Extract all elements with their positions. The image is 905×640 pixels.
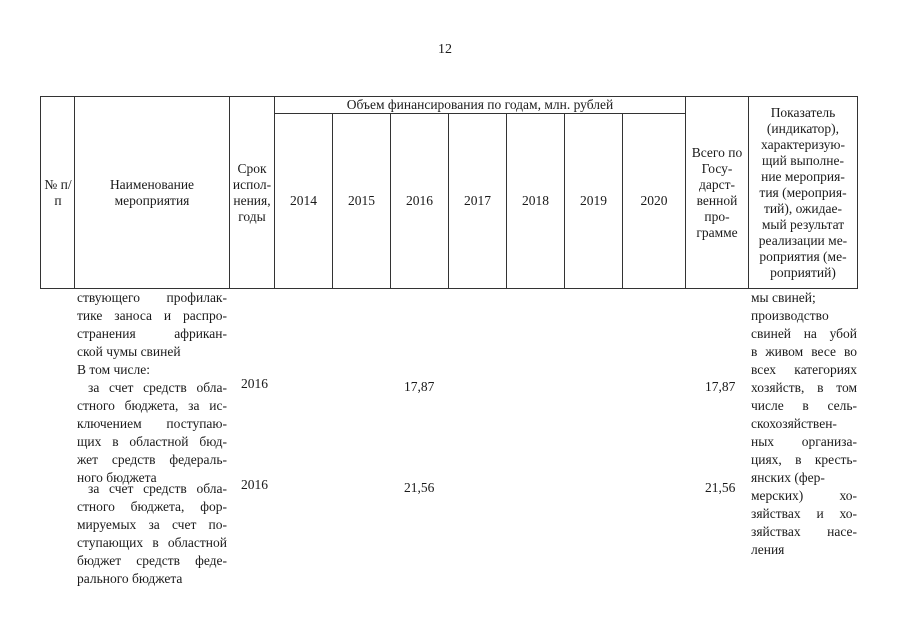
rule xyxy=(857,96,858,288)
row2-value-2016: 21,56 xyxy=(404,480,435,495)
rule xyxy=(40,96,41,288)
indicator-line: янских (фер- xyxy=(751,470,825,485)
in-total-label: В том числе: xyxy=(77,362,150,377)
row1-value-2016: 17,87 xyxy=(404,379,435,394)
indicator-line: мы свиней; xyxy=(751,290,816,305)
row1-name-line: щих в областной бюд- xyxy=(77,434,227,449)
row2-name-line: мируемых за счет по- xyxy=(77,517,227,532)
indicator-line: числе в сель- xyxy=(751,398,857,413)
row1-term: 2016 xyxy=(241,376,268,391)
rule xyxy=(748,96,749,288)
header-name: Наименование мероприятия xyxy=(109,176,195,208)
indicator-line: зяйствах и хо- xyxy=(751,506,857,521)
indicator-line: ления xyxy=(751,542,785,557)
indicator-line: хозяйств, в том xyxy=(751,380,857,395)
header-year: 2020 xyxy=(640,193,668,208)
row2-term: 2016 xyxy=(241,477,268,492)
header-number: № п/п xyxy=(44,176,72,208)
indicator-line: зяйствах насе- xyxy=(751,524,857,539)
rule xyxy=(74,96,75,288)
indicator-line: в живом весе во xyxy=(751,344,857,359)
header-year: 2015 xyxy=(348,193,375,208)
indicator-line: ных организа- xyxy=(751,434,857,449)
name-line: странения африкан- xyxy=(77,326,227,341)
indicator-line: скохозяйствен- xyxy=(751,416,837,431)
row2-name-line: стного бюджета, фор- xyxy=(77,499,227,514)
header-indicator: Показатель (индикатор), характеризую-щий выполне-ние мероприя-тия (мероприя-тий), ожидае-мый результат реализации ме-роприятия (ме-роприятий) xyxy=(758,104,848,280)
header-year: 2019 xyxy=(580,193,607,208)
row2-name-line: бюджет средств феде- xyxy=(77,553,227,568)
row1-name-line: ного бюджета xyxy=(77,470,157,485)
row2-name-line: рального бюджета xyxy=(77,571,183,586)
header-total: Всего по Госу-дарст-венной про-грамме xyxy=(691,144,743,240)
row1-name-line: стного бюджета, за ис- xyxy=(77,398,227,413)
row2-total: 21,56 xyxy=(705,480,736,495)
indicator-line: мерских) хо- xyxy=(751,488,857,503)
row1-name-line: за счет средств обла- xyxy=(88,380,227,395)
row1-total: 17,87 xyxy=(705,379,736,394)
indicator-line: всех категориях xyxy=(751,362,857,377)
indicator-line: свиней на убой xyxy=(751,326,857,341)
header-year: 2018 xyxy=(522,193,549,208)
row1-name-line: жет средств федераль- xyxy=(77,452,227,467)
indicator-line: производство xyxy=(751,308,829,323)
header-term: Срок испол-нения, годы xyxy=(232,160,272,224)
name-line: тике заноса и распро- xyxy=(77,308,227,323)
header-financing: Объем финансирования по годам, млн. рублей xyxy=(346,97,614,112)
header-year: 2014 xyxy=(290,193,317,208)
row1-name-line: ключением поступаю- xyxy=(77,416,227,431)
name-line: ствующего профилак- xyxy=(77,290,227,305)
header-year: 2016 xyxy=(406,193,433,208)
page-number: 12 xyxy=(438,42,452,57)
row2-name-line: за счет средств обла- xyxy=(88,481,227,496)
rule xyxy=(229,96,230,288)
rule xyxy=(685,96,686,288)
indicator-line: циях, в кресть- xyxy=(751,452,857,467)
name-line: ской чумы свиней xyxy=(77,344,181,359)
row2-name-line: ступающих в областной xyxy=(77,535,227,550)
header-year: 2017 xyxy=(464,193,491,208)
